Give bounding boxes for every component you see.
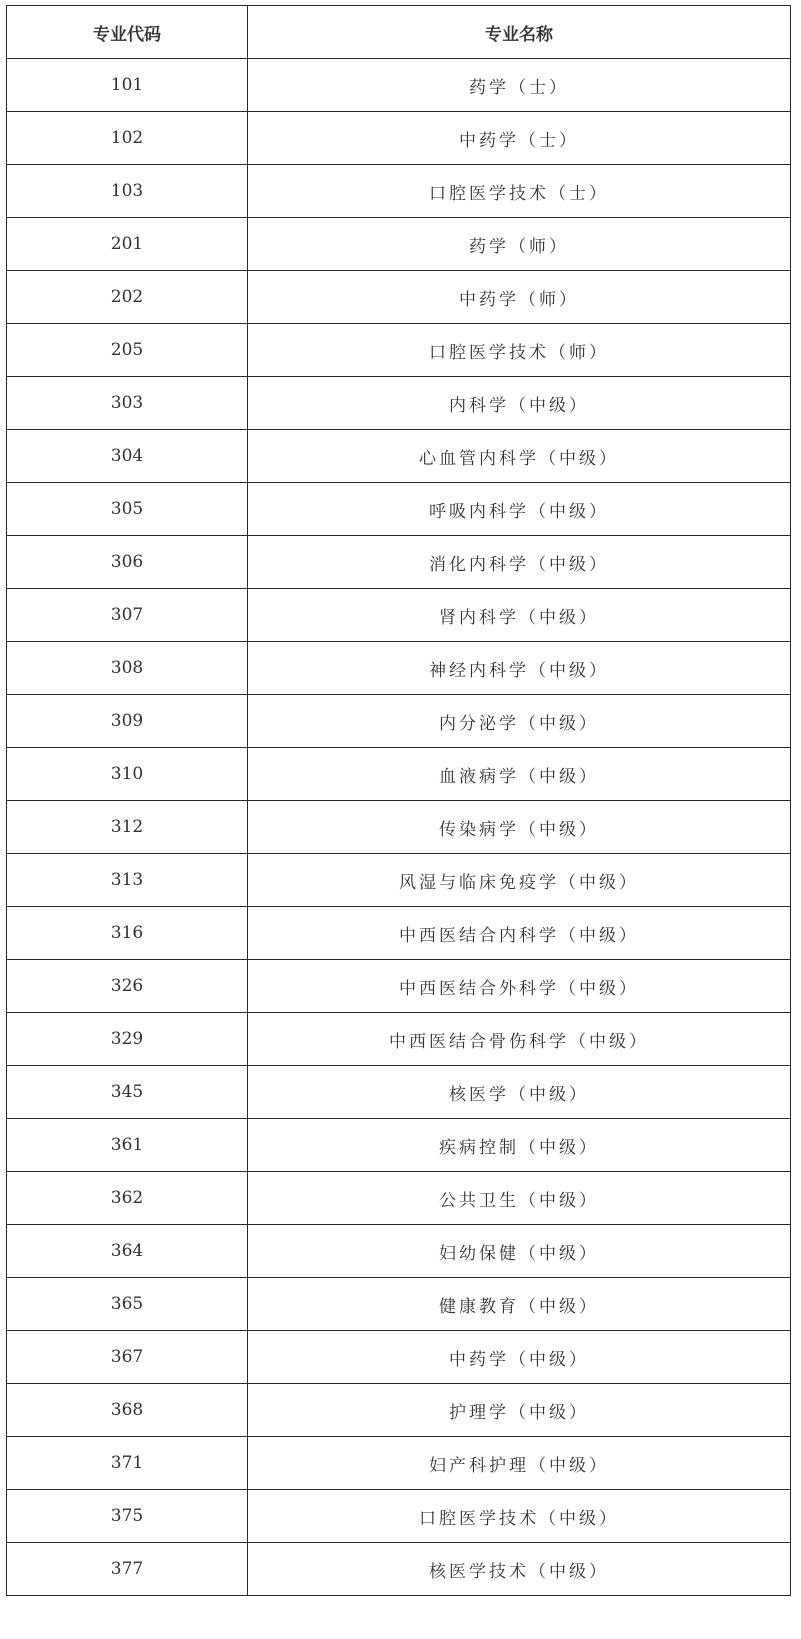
specialty-code-cell: 309 xyxy=(7,695,248,748)
specialty-name-cell: 护理学（中级） xyxy=(248,1384,791,1437)
specialty-name-cell: 肾内科学（中级） xyxy=(248,589,791,642)
header-specialty-code: 专业代码 xyxy=(7,6,248,59)
specialty-name-cell: 中药学（士） xyxy=(248,112,791,165)
specialty-code-cell: 310 xyxy=(7,748,248,801)
specialty-name-cell: 疾病控制（中级） xyxy=(248,1119,791,1172)
table-row xyxy=(7,483,791,536)
specialty-code-cell: 103 xyxy=(7,165,248,218)
table-row xyxy=(7,801,791,854)
specialty-name-cell: 中药学（师） xyxy=(248,271,791,324)
table-row xyxy=(7,1543,791,1596)
table-row xyxy=(7,589,791,642)
specialty-code-cell: 304 xyxy=(7,430,248,483)
table-row xyxy=(7,536,791,589)
table-row xyxy=(7,854,791,907)
specialty-name-cell: 内科学（中级） xyxy=(248,377,791,430)
specialty-code-cell: 365 xyxy=(7,1278,248,1331)
cropped-next-line xyxy=(0,1632,801,1639)
specialty-code-cell: 102 xyxy=(7,112,248,165)
specialty-code-cell: 329 xyxy=(7,1013,248,1066)
specialty-name-cell: 风湿与临床免疫学（中级） xyxy=(248,854,791,907)
header-specialty-name: 专业名称 xyxy=(248,6,791,59)
table-row xyxy=(7,1490,791,1543)
specialty-code-cell: 308 xyxy=(7,642,248,695)
table-row xyxy=(7,377,791,430)
specialty-code-cell: 303 xyxy=(7,377,248,430)
specialty-name-cell: 公共卫生（中级） xyxy=(248,1172,791,1225)
table-row xyxy=(7,1278,791,1331)
specialty-code-cell: 364 xyxy=(7,1225,248,1278)
specialty-name-cell: 中西医结合内科学（中级） xyxy=(248,907,791,960)
table-row xyxy=(7,324,791,377)
specialty-name-cell: 口腔医学技术（士） xyxy=(248,165,791,218)
specialty-code-cell: 371 xyxy=(7,1437,248,1490)
specialty-name-cell: 神经内科学（中级） xyxy=(248,642,791,695)
specialty-code-cell: 361 xyxy=(7,1119,248,1172)
table-row xyxy=(7,1437,791,1490)
specialty-name-cell: 妇产科护理（中级） xyxy=(248,1437,791,1490)
specialty-code-cell: 377 xyxy=(7,1543,248,1596)
specialty-code-cell: 101 xyxy=(7,59,248,112)
specialty-code-cell: 202 xyxy=(7,271,248,324)
specialty-name-cell: 中西医结合外科学（中级） xyxy=(248,960,791,1013)
table-row xyxy=(7,960,791,1013)
specialty-code-cell: 305 xyxy=(7,483,248,536)
specialty-code-cell: 326 xyxy=(7,960,248,1013)
specialty-name-cell: 口腔医学技术（中级） xyxy=(248,1490,791,1543)
specialty-code-table xyxy=(6,5,791,1596)
specialty-name-cell: 妇幼保健（中级） xyxy=(248,1225,791,1278)
specialty-code-cell: 312 xyxy=(7,801,248,854)
specialty-name-cell: 心血管内科学（中级） xyxy=(248,430,791,483)
table-row xyxy=(7,165,791,218)
table-row xyxy=(7,1172,791,1225)
specialty-code-cell: 316 xyxy=(7,907,248,960)
table-row xyxy=(7,218,791,271)
table-row xyxy=(7,1225,791,1278)
table-row xyxy=(7,748,791,801)
specialty-name-cell: 口腔医学技术（师） xyxy=(248,324,791,377)
table-row xyxy=(7,642,791,695)
specialty-name-cell: 传染病学（中级） xyxy=(248,801,791,854)
table-row xyxy=(7,112,791,165)
specialty-code-cell: 368 xyxy=(7,1384,248,1437)
specialty-name-cell: 消化内科学（中级） xyxy=(248,536,791,589)
table-row xyxy=(7,1119,791,1172)
specialty-code-cell: 205 xyxy=(7,324,248,377)
table-body xyxy=(7,59,791,1596)
table-row xyxy=(7,271,791,324)
specialty-name-cell: 药学（士） xyxy=(248,59,791,112)
table-row xyxy=(7,430,791,483)
specialty-code-cell: 375 xyxy=(7,1490,248,1543)
specialty-name-cell: 药学（师） xyxy=(248,218,791,271)
specialty-code-cell: 345 xyxy=(7,1066,248,1119)
specialty-name-cell: 中西医结合骨伤科学（中级） xyxy=(248,1013,791,1066)
specialty-code-cell: 201 xyxy=(7,218,248,271)
specialty-name-cell: 中药学（中级） xyxy=(248,1331,791,1384)
table-row xyxy=(7,907,791,960)
specialty-table-container xyxy=(6,5,790,1596)
specialty-code-cell: 362 xyxy=(7,1172,248,1225)
specialty-name-cell: 内分泌学（中级） xyxy=(248,695,791,748)
table-row xyxy=(7,1384,791,1437)
table-row xyxy=(7,695,791,748)
table-row xyxy=(7,1066,791,1119)
specialty-name-cell: 血液病学（中级） xyxy=(248,748,791,801)
specialty-name-cell: 呼吸内科学（中级） xyxy=(248,483,791,536)
specialty-name-cell: 核医学技术（中级） xyxy=(248,1543,791,1596)
table-row xyxy=(7,59,791,112)
specialty-code-cell: 367 xyxy=(7,1331,248,1384)
table-row xyxy=(7,1013,791,1066)
specialty-code-cell: 307 xyxy=(7,589,248,642)
specialty-name-cell: 健康教育（中级） xyxy=(248,1278,791,1331)
specialty-name-cell: 核医学（中级） xyxy=(248,1066,791,1119)
table-row xyxy=(7,1331,791,1384)
specialty-code-cell: 313 xyxy=(7,854,248,907)
specialty-code-cell: 306 xyxy=(7,536,248,589)
table-header-row xyxy=(7,6,791,59)
